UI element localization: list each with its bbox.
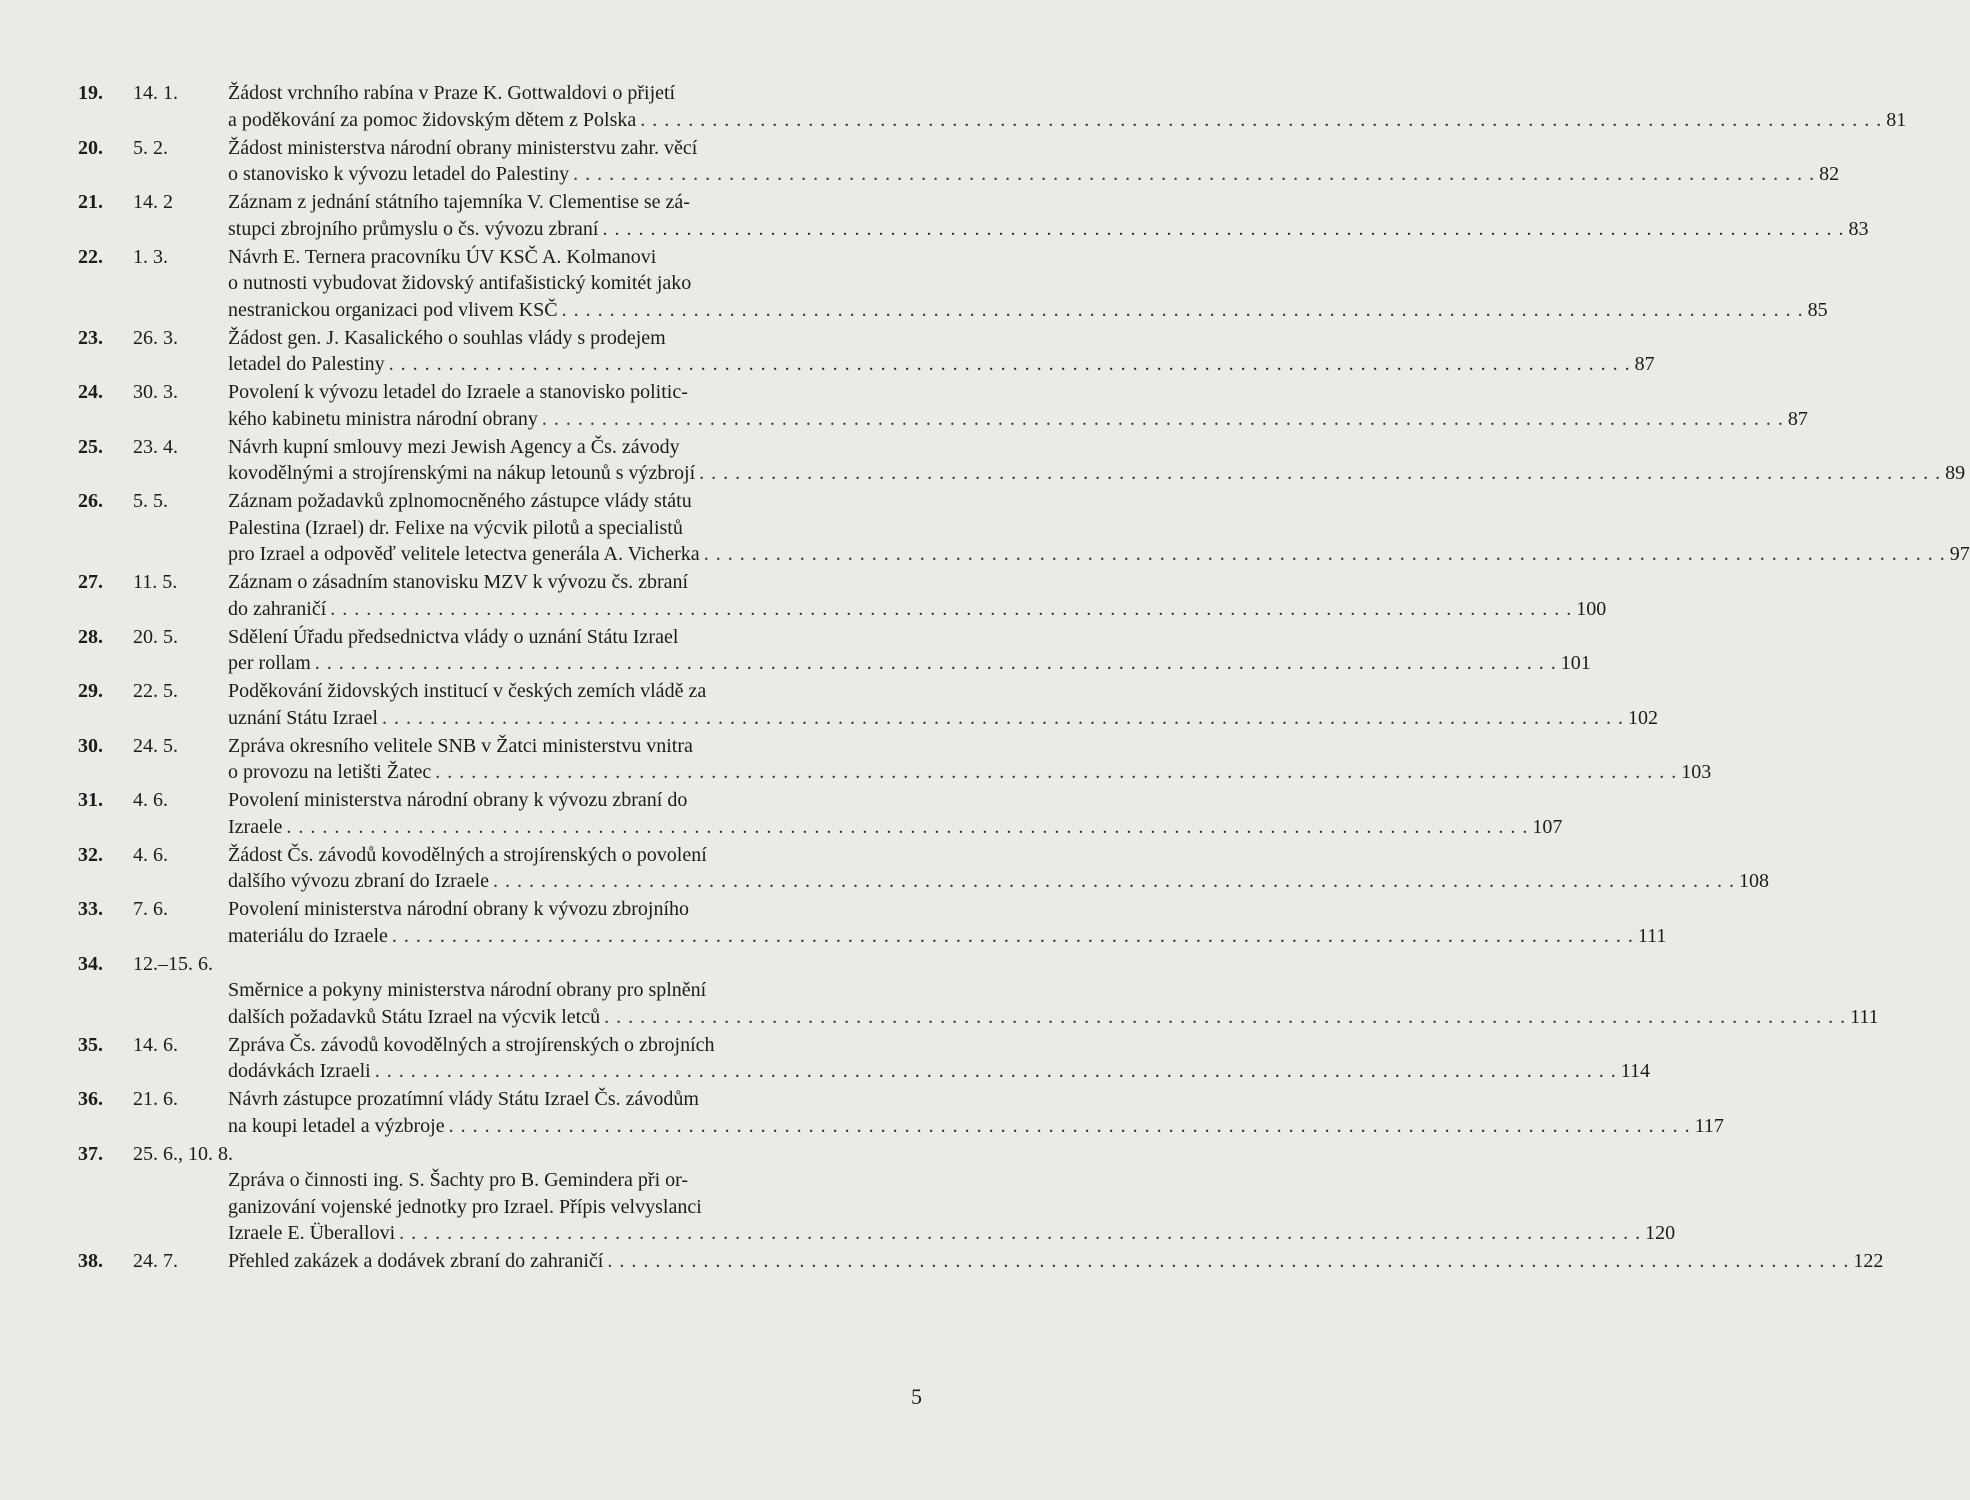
entry-page-number: 103 [1681,761,1712,783]
toc-entry [78,488,1970,568]
entry-number: 24. [78,381,103,403]
entry-page-number: 101 [1560,652,1591,674]
entry-number: 37. [78,1142,103,1165]
entry-date: 24. 7. [133,1250,178,1272]
entry-title [228,1032,1650,1085]
entry-number: 22. [78,245,103,268]
entry-title-line: Poděkování židovských institucí v českých zemích vládě za [228,680,707,702]
entry-title [228,379,1808,432]
entry-date: 14. 2 [133,191,173,213]
entry-date: 21. 6. [133,1088,178,1110]
entry-number: 28. [78,625,103,648]
entry-title [228,624,1591,677]
entry-title-line: Žádost Čs. závodů kovodělných a strojírenských o povolení [228,843,707,866]
entry-title [228,80,1907,133]
entry-title [228,1248,1884,1275]
entry-title-line: Žádost ministerstva národní obrany ministerstvu zahr. věcí [228,136,698,159]
entry-title-line: uznání Státu Izrael [228,706,378,729]
entry-number: 21. [78,191,103,213]
entry-page-number: 102 [1627,706,1658,729]
dot-leader: . . . . . . . . . . . . . . . . . . . . . . . . . . . . . . . . . . . . . . . . . . . . . . . . . . . . . . . . . . . . . . . . . . . . . . . . . . . . . . . . . . . . . . . . . . . . . . . . . . . . . . . . [286,815,1529,838]
entry-page-number: 89 [1945,462,1966,484]
entry-page-number: 108 [1739,870,1770,892]
entry-title-line: a poděkování za pomoc židovským dětem z Polska [228,108,637,131]
entry-title-line: Povolení ministerstva národní obrany k vývozu zbraní do [228,789,688,811]
entry-title [228,488,1970,568]
entry-date: 4. 6. [133,789,168,811]
entry-title [228,325,1655,378]
entry-date: 22. 5. [133,680,178,702]
entry-number: 38. [78,1250,103,1272]
dot-leader: . . . . . . . . . . . . . . . . . . . . . . . . . . . . . . . . . . . . . . . . . . . . . . . . . . . . . . . . . . . . . . . . . . . . . . . . . . . . . . . . . . . . . . . . . . . . . . . . . . . . . . . . [374,1060,1617,1082]
dot-leader: . . . . . . . . . . . . . . . . . . . . . . . . . . . . . . . . . . . . . . . . . . . . . . . . . . . . . . . . . . . . . . . . . . . . . . . . . . . . . . . . . . . . . . . . . . . . . . . . . . . . . . . . [602,217,1845,240]
entry-date: 26. 3. [133,326,178,349]
entry-title [228,434,1966,487]
entry-page-number: 107 [1532,815,1563,838]
entry-title [228,896,1667,949]
entry-title [228,678,1658,731]
toc-entry [78,434,1966,487]
dot-leader: . . . . . . . . . . . . . . . . . . . . . . . . . . . . . . . . . . . . . . . . . . . . . . . . . . . . . . . . . . . . . . . . . . . . . . . . . . . . . . . . . . . . . . . . . . . . . . . . . . . . . . . . [399,1222,1642,1244]
entry-date: 25. 6., 10. 8. [133,1142,233,1165]
entry-title-line: Žádost vrchního rabína v Praze K. Gottwaldovi o přijetí [228,82,676,104]
toc-entry [78,1032,1650,1085]
entry-title-line: dodávkách Izraeli [228,1060,371,1082]
entry-page-number: 87 [1634,353,1655,375]
entry-number: 31. [78,789,103,811]
entry-date: 14. 6. [133,1033,178,1056]
entry-number: 25. [78,435,103,458]
entry-date: 11. 5. [133,571,178,593]
entry-title-line: o nutnosti vybudovat židovský antifašistický komitét jako [228,272,692,294]
dot-leader: . . . . . . . . . . . . . . . . . . . . . . . . . . . . . . . . . . . . . . . . . . . . . . . . . . . . . . . . . . . . . . . . . . . . . . . . . . . . . . . . . . . . . . . . . . . . . . . . . . . . . . . . [640,108,1883,131]
toc-entry [78,951,1879,1031]
entry-number: 26. [78,490,103,512]
table-of-contents [78,80,1970,1275]
entry-page-number: 83 [1848,217,1869,240]
entry-date: 5. 2. [133,136,168,159]
entry-title [228,787,1563,840]
toc-entry [78,325,1655,378]
entry-title-line: Izraele [228,815,283,838]
toc-entry [78,896,1667,949]
entry-title-line: pro Izrael a odpověď velitele letectva generála A. Vicherka [228,543,700,565]
entry-title [228,733,1712,786]
entry-date: 4. 6. [133,843,168,866]
entry-date: 23. 4. [133,435,178,458]
dot-leader: . . . . . . . . . . . . . . . . . . . . . . . . . . . . . . . . . . . . . . . . . . . . . . . . . . . . . . . . . . . . . . . . . . . . . . . . . . . . . . . . . . . . . . . . . . . . . . . . . . . . . . . . [561,298,1804,321]
page-number: 5 [911,1384,922,1409]
entry-number: 36. [78,1088,103,1110]
entry-title-line: Směrnice a pokyny ministerstva národní obrany pro splnění [228,979,707,1001]
toc-entry [78,733,1712,786]
toc-entry [78,1141,1676,1247]
entry-title-line: Palestina (Izrael) dr. Felixe na výcvik pilotů a specialistů [228,516,683,539]
toc-entry [78,678,1658,731]
entry-title-line: kého kabinetu ministra národní obrany [228,407,538,430]
entry-title-line: Návrh zástupce prozatímní vlády Státu Izrael Čs. závodům [228,1088,699,1110]
toc-entry [78,787,1563,840]
entry-title-line: do zahraničí [228,597,327,620]
dot-leader: . . . . . . . . . . . . . . . . . . . . . . . . . . . . . . . . . . . . . . . . . . . . . . . . . . . . . . . . . . . . . . . . . . . . . . . . . . . . . . . . . . . . . . . . . . . . . . . . . . . . . . . . [330,597,1573,620]
entry-page-number: 97 [1949,543,1970,565]
entry-title-line: Přehled zakázek a dodávek zbraní do zahraničí [228,1250,604,1272]
entry-title-line: na koupi letadel a výzbroje [228,1114,445,1137]
entry-title-line: Zpráva Čs. závodů kovodělných a strojírenských o zbrojních [228,1033,715,1056]
dot-leader: . . . . . . . . . . . . . . . . . . . . . . . . . . . . . . . . . . . . . . . . . . . . . . . . . . . . . . . . . . . . . . . . . . . . . . . . . . . . . . . . . . . . . . . . . . . . . . . . . . . . . . . . [604,1005,1847,1028]
entry-title-line: o stanovisko k vývozu letadel do Palestiny [228,163,570,185]
entry-number: 33. [78,898,103,920]
entry-page-number: 81 [1886,108,1907,131]
entry-title-line: Žádost gen. J. Kasalického o souhlas vlády s prodejem [228,326,666,349]
entry-title-line: Záznam z jednání státního tajemníka V. Clementise se zá- [228,191,690,213]
entry-date: 30. 3. [133,381,178,403]
toc-entry [78,379,1808,432]
entry-title [228,569,1607,622]
entry-page-number: 87 [1787,407,1808,430]
entry-page-number: 111 [1850,1005,1879,1028]
entry-number: 20. [78,136,103,159]
entry-page-number: 114 [1620,1060,1650,1082]
entry-title-line: kovodělnými a strojírenskými na nákup letounů s výzbrojí [228,462,696,484]
dot-leader: . . . . . . . . . . . . . . . . . . . . . . . . . . . . . . . . . . . . . . . . . . . . . . . . . . . . . . . . . . . . . . . . . . . . . . . . . . . . . . . . . . . . . . . . . . . . . . . . . . . . . . . . [573,163,1816,185]
entry-title [228,977,1879,1030]
entry-title-line: Izraele E. Überallovi [228,1222,396,1244]
toc-entry [78,1248,1884,1275]
entry-title-line: Zpráva okresního velitele SNB v Žatci ministerstvu vnitra [228,734,693,757]
entry-page-number: 111 [1637,924,1667,947]
entry-date: 5. 5. [133,490,168,512]
entry-number: 30. [78,734,103,757]
entry-title-line: o provozu na letišti Žatec [228,761,432,783]
entry-number: 27. [78,571,103,593]
toc-entry [78,624,1591,677]
entry-date: 20. 5. [133,625,178,648]
toc-entry [78,244,1828,324]
entry-page-number: 117 [1694,1114,1724,1137]
entry-title-line: Povolení k vývozu letadel do Izraele a stanovisko politic- [228,381,688,403]
dot-leader: . . . . . . . . . . . . . . . . . . . . . . . . . . . . . . . . . . . . . . . . . . . . . . . . . . . . . . . . . . . . . . . . . . . . . . . . . . . . . . . . . . . . . . . . . . . . . . . . . . . . . . . . [493,870,1736,892]
toc-entry [78,569,1607,622]
toc-entry [78,189,1869,242]
entry-title-line: Sdělení Úřadu předsednictva vlády o uznání Státu Izrael [228,625,679,648]
entry-number: 23. [78,326,103,349]
dot-leader: . . . . . . . . . . . . . . . . . . . . . . . . . . . . . . . . . . . . . . . . . . . . . . . . . . . . . . . . . . . . . . . . . . . . . . . . . . . . . . . . . . . . . . . . . . . . . . . . . . . . . . . . [607,1250,1850,1272]
entry-title [228,135,1840,188]
entry-number: 34. [78,952,103,975]
toc-entry [78,842,1770,895]
entry-title-line: dalšího vývozu zbraní do Izraele [228,870,490,892]
dot-leader: . . . . . . . . . . . . . . . . . . . . . . . . . . . . . . . . . . . . . . . . . . . . . . . . . . . . . . . . . . . . . . . . . . . . . . . . . . . . . . . . . . . . . . . . . . . . . . . . . . . . . . . . [391,924,1634,947]
entry-title [228,189,1869,242]
dot-leader: . . . . . . . . . . . . . . . . . . . . . . . . . . . . . . . . . . . . . . . . . . . . . . . . . . . . . . . . . . . . . . . . . . . . . . . . . . . . . . . . . . . . . . . . . . . . . . . . . . . . . . . . [448,1114,1691,1137]
entry-page-number: 120 [1645,1222,1676,1244]
dot-leader: . . . . . . . . . . . . . . . . . . . . . . . . . . . . . . . . . . . . . . . . . . . . . . . . . . . . . . . . . . . . . . . . . . . . . . . . . . . . . . . . . . . . . . . . . . . . . . . . . . . . . . . . [703,543,1946,565]
entry-title-line: per rollam [228,652,311,674]
entry-title-line: letadel do Palestiny [228,353,385,375]
entry-date: 12.–15. 6. [133,952,213,975]
entry-title-line: dalších požadavků Státu Izrael na výcvik letců [228,1005,601,1028]
entry-date: 7. 6. [133,898,168,920]
entry-title [228,842,1770,895]
entry-number: 29. [78,680,103,702]
dot-leader: . . . . . . . . . . . . . . . . . . . . . . . . . . . . . . . . . . . . . . . . . . . . . . . . . . . . . . . . . . . . . . . . . . . . . . . . . . . . . . . . . . . . . . . . . . . . . . . . . . . . . . . . [388,353,1631,375]
entry-page-number: 122 [1853,1250,1884,1272]
entry-title-line: nestranickou organizaci pod vlivem KSČ [228,298,558,321]
entry-number: 32. [78,843,103,866]
entry-title-line: Zpráva o činnosti ing. S. Šachty pro B. Gemindera při or- [228,1169,689,1191]
entry-title-line: Návrh E. Ternera pracovníku ÚV KSČ A. Kolmanovi [228,245,657,268]
entry-date: 24. 5. [133,734,178,757]
dot-leader: . . . . . . . . . . . . . . . . . . . . . . . . . . . . . . . . . . . . . . . . . . . . . . . . . . . . . . . . . . . . . . . . . . . . . . . . . . . . . . . . . . . . . . . . . . . . . . . . . . . . . . . . [699,462,1942,484]
entry-title-line: stupci zbrojního průmyslu o čs. vývozu zbraní [228,217,599,240]
dot-leader: . . . . . . . . . . . . . . . . . . . . . . . . . . . . . . . . . . . . . . . . . . . . . . . . . . . . . . . . . . . . . . . . . . . . . . . . . . . . . . . . . . . . . . . . . . . . . . . . . . . . . . . . [381,706,1624,729]
entry-title-line: Záznam o zásadním stanovisku MZV k vývozu čs. zbraní [228,571,689,593]
entry-date: 14. 1. [133,82,178,104]
entry-title [228,244,1828,324]
entry-title [228,1167,1676,1247]
entry-number: 35. [78,1033,103,1056]
entry-title [228,1086,1724,1139]
dot-leader: . . . . . . . . . . . . . . . . . . . . . . . . . . . . . . . . . . . . . . . . . . . . . . . . . . . . . . . . . . . . . . . . . . . . . . . . . . . . . . . . . . . . . . . . . . . . . . . . . . . . . . . . [435,761,1678,783]
entry-number: 19. [78,82,103,104]
dot-leader: . . . . . . . . . . . . . . . . . . . . . . . . . . . . . . . . . . . . . . . . . . . . . . . . . . . . . . . . . . . . . . . . . . . . . . . . . . . . . . . . . . . . . . . . . . . . . . . . . . . . . . . . [314,652,1557,674]
entry-page-number: 85 [1807,298,1828,321]
entry-title-line: ganizování vojenské jednotky pro Izrael. Přípis velvyslanci [228,1195,702,1218]
entry-page-number: 100 [1576,597,1607,620]
entry-title-line: Návrh kupní smlouvy mezi Jewish Agency a Čs. závody [228,435,680,458]
entry-page-number: 82 [1819,163,1840,185]
toc-entry [78,80,1907,133]
toc-entry [78,135,1840,188]
entry-title-line: materiálu do Izraele [228,924,388,947]
toc-entry [78,1086,1724,1139]
entry-title-line: Záznam požadavků zplnomocněného zástupce vlády státu [228,490,692,512]
entry-date: 1. 3. [133,245,168,268]
dot-leader: . . . . . . . . . . . . . . . . . . . . . . . . . . . . . . . . . . . . . . . . . . . . . . . . . . . . . . . . . . . . . . . . . . . . . . . . . . . . . . . . . . . . . . . . . . . . . . . . . . . . . . . . [541,407,1784,430]
entry-title-line: Povolení ministerstva národní obrany k vývozu zbrojního [228,898,690,920]
